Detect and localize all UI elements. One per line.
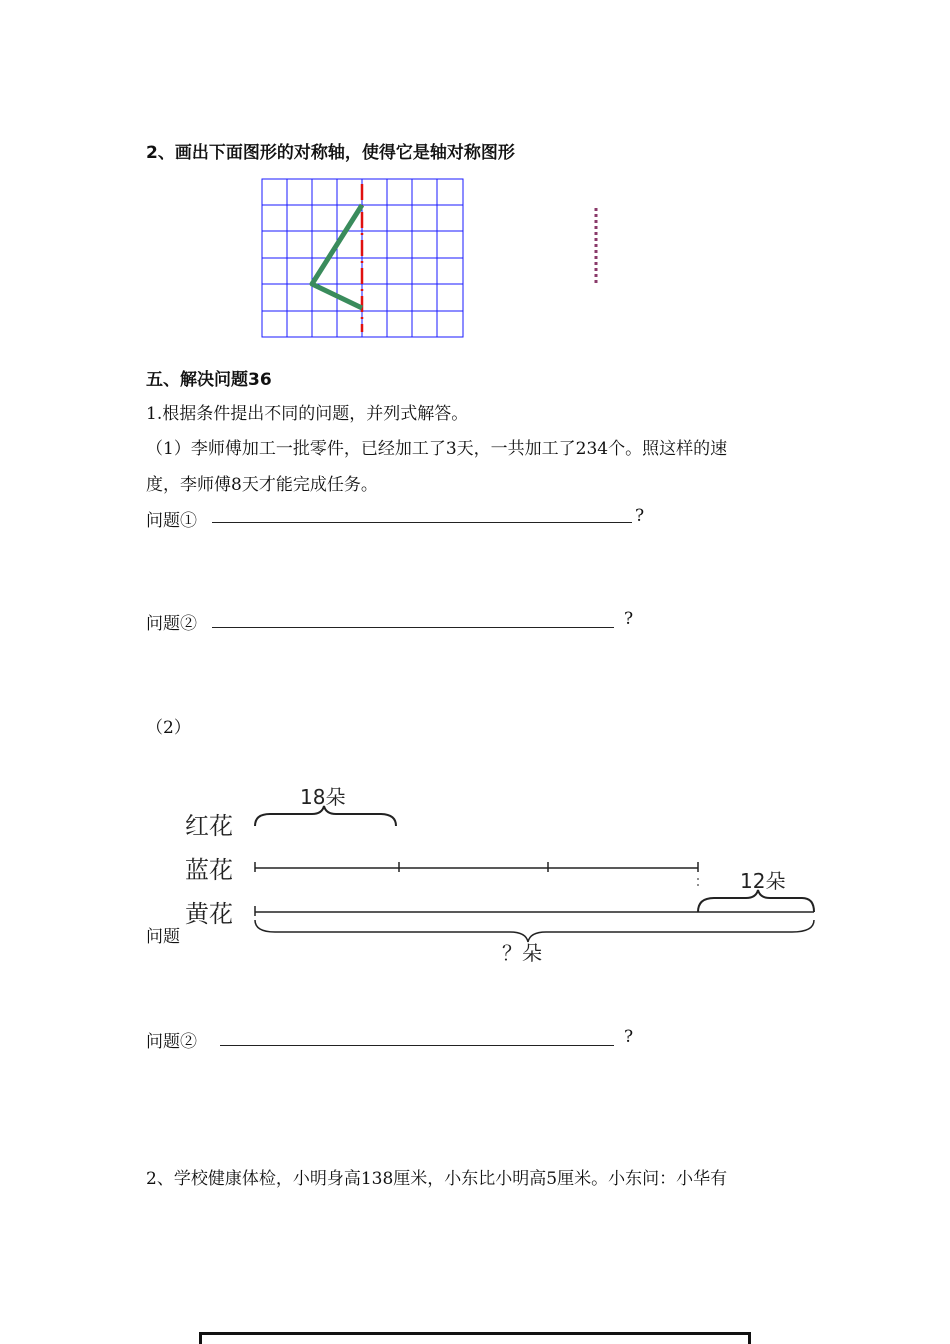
red-brace	[255, 806, 396, 826]
flower-line-diagram	[180, 780, 830, 970]
blue-flower-label: 蓝花	[185, 856, 233, 884]
dotted-divider	[590, 206, 602, 288]
q1-intro: 1.根据条件提出不同的问题，并列式解答。	[146, 404, 469, 424]
symmetry-grid-figure	[255, 172, 475, 342]
yellow-flower-label: 黄花	[185, 900, 233, 928]
axis-question-heading: 2、画出下面图形的对称轴，使得它是轴对称图形	[146, 143, 515, 163]
question-label-2: 问题②	[146, 614, 197, 634]
red-amount: 18朵	[300, 785, 346, 809]
question-mark-2: ?	[624, 609, 634, 629]
q1-1-line2: 度，李师傅8天才能完成任务。	[146, 475, 378, 495]
question-mark-3: ?	[624, 1027, 634, 1047]
section-five-heading: 五、解决问题36	[146, 370, 272, 390]
extra-amount: 12朵	[740, 869, 786, 893]
q1-1-line1: （1）李师傅加工一批零件，已经加工了3天，一共加工了234个。照这样的速	[146, 439, 728, 459]
question-label-3: 问题②	[146, 1032, 197, 1052]
total-amount: ？朵	[502, 941, 542, 965]
question-mark-1: ?	[635, 506, 645, 526]
answer-blank-1[interactable]	[212, 522, 632, 523]
answer-blank-2[interactable]	[212, 627, 614, 628]
question-label-1: 问题①	[146, 511, 197, 531]
question-label-plain: 问题	[146, 927, 180, 947]
grid	[262, 179, 463, 337]
extra-brace	[698, 890, 814, 912]
q1-2-label: （2）	[146, 718, 191, 738]
red-flower-label: 红花	[185, 812, 233, 840]
bottom-bracket	[199, 1332, 751, 1344]
q2-text: 2、学校健康体检，小明身高138厘米，小东比小明高5厘米。小东问：小华有	[146, 1169, 728, 1189]
total-brace	[255, 920, 814, 942]
answer-blank-3[interactable]	[220, 1045, 614, 1046]
